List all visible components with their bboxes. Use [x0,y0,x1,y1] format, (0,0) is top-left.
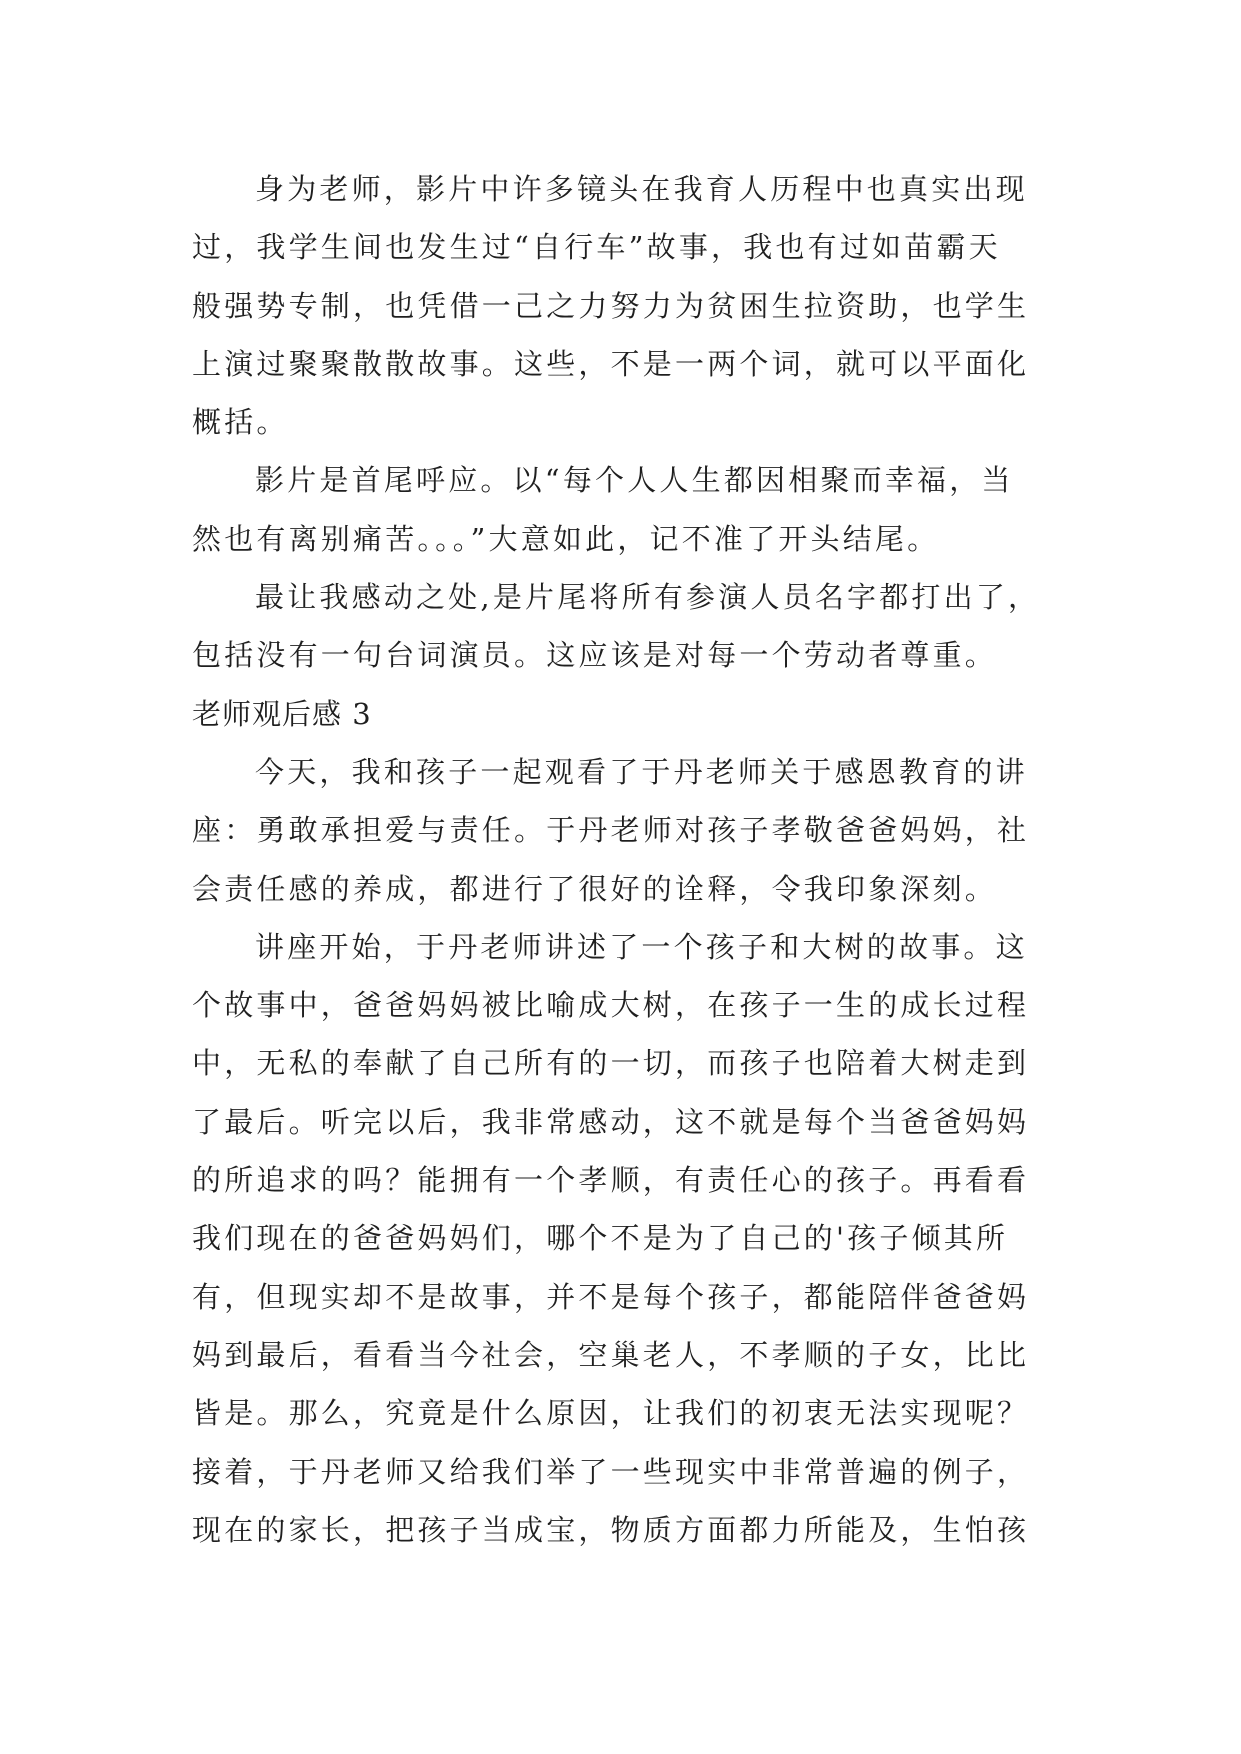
paragraph-line: 般强势专制，也凭借一己之力努力为贫困生拉资助，也学生 [192,288,1030,323]
paragraph-line: 最让我感动之处,是片尾将所有参演人员名字都打出了， [255,580,1041,615]
paragraph-line: 中，无私的奉献了自己所有的一切，而孩子也陪着大树走到 [192,1046,1030,1081]
paragraph-line: 今天，我和孩子一起观看了于丹老师关于感恩教育的讲 [255,754,1028,789]
paragraph-line: 过，我学生间也发生过“自行车”故事，我也有过如苗霸天 [192,230,1001,265]
paragraph-line: 概括。 [192,405,289,440]
paragraph-line: 的所追求的吗？能拥有一个孝顺，有责任心的孩子。再看看 [192,1163,1030,1198]
paragraph-line: 包括没有一句台词演员。这应该是对每一个劳动者尊重。 [192,638,998,673]
paragraph-line: 座：勇敢承担爱与责任。于丹老师对孩子孝敬爸爸妈妈，社 [192,813,1030,848]
paragraph-line: 皆是。那么，究竟是什么原因，让我们的初衷无法实现呢？ [192,1396,1030,1431]
paragraph-line: 讲座开始，于丹老师讲述了一个孩子和大树的故事。这 [255,929,1028,964]
paragraph-line: 影片是首尾呼应。以“每个人人生都因相聚而幸福，当 [255,463,1014,498]
section-heading: 老师观后感 3 [192,696,372,731]
paragraph-line: 有，但现实却不是故事，并不是每个孩子，都能陪伴爸爸妈 [192,1279,1030,1314]
paragraph-line: 会责任感的养成，都进行了很好的诠释，令我印象深刻。 [192,871,998,906]
paragraph-line: 妈到最后，看看当今社会，空巢老人，不孝顺的子女，比比 [192,1337,1030,1372]
paragraph-line: 身为老师，影片中许多镜头在我育人历程中也真实出现 [255,172,1028,206]
paragraph-line: 然也有离别痛苦。。。”大意如此，记不准了开头结尾。 [192,521,940,556]
paragraph-line: 我们现在的爸爸妈妈们，哪个不是为了自己的'孩子倾其所 [192,1221,1009,1256]
paragraph-line: 现在的家长，把孩子当成宝，物质方面都力所能及，生怕孩 [192,1512,1030,1547]
paragraph-line: 接着，于丹老师又给我们举了一些现实中非常普遍的例子， [192,1454,1030,1489]
paragraph-line: 了最后。听完以后，我非常感动，这不就是每个当爸爸妈妈 [192,1104,1030,1139]
paragraph-line: 个故事中，爸爸妈妈被比喻成大树，在孩子一生的成长过程 [192,988,1030,1023]
paragraph-line: 上演过聚聚散散故事。这些，不是一两个词，就可以平面化 [192,346,1030,381]
document-body [192,160,1050,1559]
